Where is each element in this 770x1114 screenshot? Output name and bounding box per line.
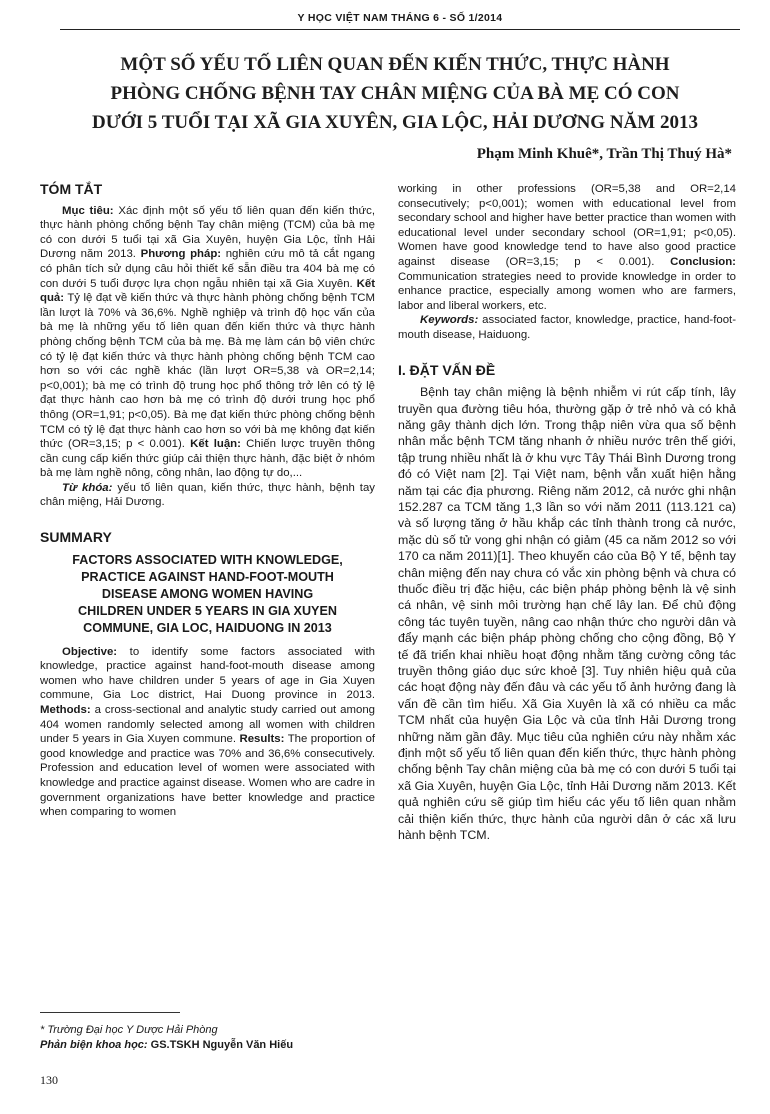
footnote [40,1012,375,1053]
title-line: PHÒNG CHỐNG BỆNH TAY CHÂN MIỆNG CỦA BÀ MẸ CÓ CON [110,83,680,104]
summary-method-text: a cross-sectional and analytic study carried out among 404 women randomly selected among all women with children under 5 years in Gia Xuyen commune. [40,704,375,746]
keywords-en-label: Keywords: [420,314,479,327]
left-column [40,182,375,820]
keywords-vi-label: Từ khóa: [62,481,113,494]
result-text: Tỷ lệ đạt về kiến thức và thực hành phòng chống bệnh TCM lần lượt là 70% và 36,6%. Nghề nghiệp và trình độ học vấn của bà mẹ là những yếu tố liên quan đến kiến thức và thực hành phòng chống bệnh TCM của bà mẹ. Bà mẹ làm cán bộ viên chức có tỷ lệ đạt kiến thức và thực hành phòng chống bệnh TCM cao hơn so với các nghề khác (lần lượt OR=5,38 và OR=2,14; p<0,001); bà mẹ có trình độ trung học phổ thông trở lên có tỷ lệ đạt thực hành cao hơn bà mẹ có trình độ dưới trung học phổ thông (OR=1,91; p<0,05). Bà mẹ đạt kiến thức phòng chống bệnh TCM có tỷ lệ đạt thực hành cao hơn so với bà mẹ không đạt kiến thức (OR=3,15; p < 0.001). [40,292,375,451]
summary-title-line: COMMUNE, GIA LOC, HAIDUONG IN 2013 [83,620,332,635]
summary-conclusion-text: Communication strategies need to provide knowledge in order to enhance practice, especially among women who are farmers, labor and liberal workers, etc. [398,270,736,312]
keywords-en-text: associated factor, knowledge, practice, hand-foot-mouth disease, Haiduong. [398,314,736,341]
summary-result-continued: working in other professions (OR=5,38 and OR=2,14 consecutively; p<0,001); women with educational level from secondary school and higher have better practice than women with educational level under secondary school (OR=1,91; p<0,05). Women have good knowledge tend to have also good practice against disease (OR=3,15; p < 0.001). [398,183,736,268]
journal-header-text: Y HỌC VIỆT NAM THÁNG 6 - SỐ 1/2014 [297,12,503,24]
intro-body: Bệnh tay chân miệng là bệnh nhiễm vi rút cấp tính, lây truyền qua đường tiêu hóa, thường gặp ở trẻ nhỏ và có khả năng gây thành dịch lớn. Trong thập niên vừa qua số bệnh nhân mắc bệnh TCM tăng nhanh ở nhiều nước trên thế giới, tập trung nhiều nhất là ở khu vực Tây Thái Bình Dương trong đó có Việt nam [2]. Tại Việt nam, bệnh vẫn xuất hiện hằng năm tại các địa phương. Riêng năm 2012, cả nước ghi nhận 152.287 ca TCM tăng 1,3 lần so với năm 2011 (113.121 ca) và số lượng tăng ở hầu khắp các tỉnh thành trong cả nước, mặc dù số tử vong ghi nhận có giảm (45 ca năm 2012 so với 170 ca năm 2011)[1]. Theo khuyến cáo của Bộ Y tế, bệnh tay chân miệng đến nay chưa có vắc xin phòng bệnh và chưa có thuốc điều trị đặc hiệu, các biện pháp phòng bệnh là vệ sinh cá nhân, vệ sinh môi trường hạn chế lây lan. Để chủ động công tác tuyên tuyền, nâng cao nhận thức cho người dân và đẩy mạnh các biện pháp phòng chống cho cộng đồng, Bộ Y tế đã triển khai nhiều hoạt động nhằm tăng cường công tác truyền thông giáo dục sức khoẻ [3]. Tuy nhiên hiệu quả của các hoạt động này đến đâu và các yếu tố ảnh hưởng đang là vấn đề cần tìm hiểu. Xã Gia Xuyên là xã có nhiều ca mắc TCM nhất của huyện Gia Lộc và của tỉnh Hải Dương trong những năm gần đây. Mục tiêu của nghiên cứu này nhằm xác định một số yếu tố liên quan đến kiến thức, thực hành phòng chống bệnh Tay chân miệng của bà mẹ có con dưới 5 tuổi tại xã Gia Xuyên, huyện Gia Lộc, tỉnh Hải Dương năm 2013. Kết quả nghiên cứu sẽ giúp tìm hiểu các yếu tố liên quan nhằm cải thiện kiến thức, thực hành của người dân ở các xã lưu hành bệnh TCM. [398,385,736,843]
title-line: DƯỚI 5 TUỔI TẠI XÃ GIA XUYÊN, GIA LỘC, HẢI DƯƠNG NĂM 2013 [92,112,698,133]
journal-header [60,8,740,30]
summary-body-continued [398,182,736,313]
summary-objective-text: to identify some factors associated with knowledge, practice against hand-foot-mouth disease among women who have children under 5 years of age in Gia Xuyen commune, Gia Loc district, Hai Duong province in 2013. [40,645,375,702]
summary-title-line: CHILDREN UNDER 5 YEARS IN GIA XUYEN [78,603,337,618]
method-label: Phương pháp: [140,248,222,261]
summary-objective-label: Objective: [62,645,118,658]
summary-title [40,552,375,637]
conclusion-text: Chiến lược truyền thông cần cung cấp kiến thức giúp cải thiện thực hành, đặc biệt ở nhóm bà mẹ làm nghề nông, công nhân, lao động tự do,... [40,438,376,480]
footnote-rule [40,1012,180,1013]
right-column [398,182,736,844]
summary-result-text: The proportion of good knowledge and practice was 70% and 36,6% consecutively. Profession and education level of women were associated with knowledge and practice against disease. Women who are cadre in government organizations have better knowledge and practice when comparing to women [40,733,375,819]
footnote-reviewer [40,1038,375,1053]
abstract-vi-heading: TÓM TẮT [40,181,103,197]
method-text: nghiên cứu mô tả cắt ngang có phân tích sử dụng câu hỏi thiết kế sẵn điều tra 404 bà mẹ có con dưới 5 tuổi được lựa chọn ngẫu nhiên tại xã Gia Xuyên. [40,248,376,290]
summary-title-line: FACTORS ASSOCIATED WITH KNOWLEDGE, [72,552,343,567]
summary-conclusion-label: Conclusion: [670,255,736,268]
summary-title-line: DISEASE AMONG WOMEN HAVING [101,586,314,601]
objective-text: Xác định một số yếu tố liên quan đến kiến thức, thực hành phòng chống bệnh Tay chân miệng (TCM) của bà mẹ có con dưới 5 tuổi tại xã Gia Xuyên, huyện Gia Lộc, tỉnh Hải Dương năm 2013. [40,204,375,261]
title-line: MỘT SỐ YẾU TỐ LIÊN QUAN ĐẾN KIẾN THỨC, THỰC HÀNH [120,54,670,75]
header-rule [60,29,740,30]
summary-heading: SUMMARY [40,529,112,546]
authors: Phạm Minh Khuê*, Trần Thị Thuý Hà* [476,146,732,162]
summary-method-label: Methods: [40,704,91,717]
footnote-affiliation: * Trường Đại học Y Dược Hải Phòng [40,1024,218,1036]
keywords-vi-text: yếu tố liên quan, kiến thức, thực hành, bệnh tay chân miệng, Hải Dương. [40,481,375,509]
keywords-en [398,313,736,342]
intro-heading: I. ĐẶT VẤN ĐỀ [398,361,496,378]
page-number: 130 [40,1073,58,1087]
objective-label: Mục tiêu: [62,204,114,217]
reviewer-name: GS.TSKH Nguyễn Văn Hiếu [147,1039,294,1051]
summary-title-line: PRACTICE AGAINST HAND-FOOT-MOUTH [81,569,334,584]
summary-body [40,645,375,820]
result-label: Kết quả: [40,277,375,305]
reviewer-label: Phản biện khoa học: [40,1039,148,1051]
conclusion-label: Kết luận: [190,438,241,451]
summary-result-label: Results: [239,733,285,746]
article-title [40,50,750,137]
abstract-vi-body [40,204,375,481]
keywords-vi [40,481,375,510]
